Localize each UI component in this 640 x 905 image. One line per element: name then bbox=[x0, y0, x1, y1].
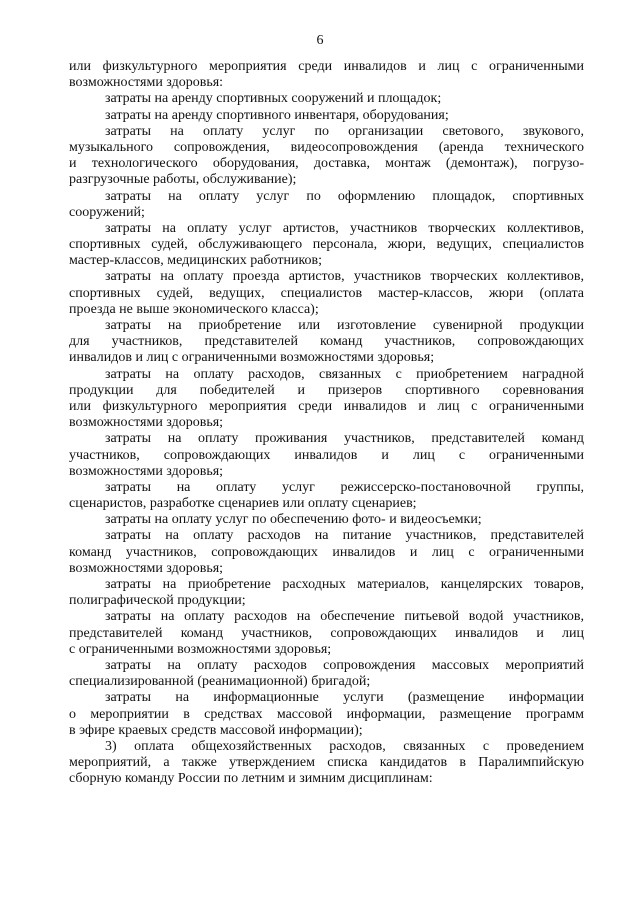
text-line: затраты на оплату услуг по организации светового, звукового, bbox=[105, 123, 584, 139]
text-line: спортивных судей, обслуживающего персонала, жюри, ведущих, специалистов bbox=[69, 237, 584, 253]
text-line: затраты на оплату расходов на обеспечение питьевой водой участников, bbox=[105, 609, 584, 625]
text-line: спортивных судей, ведущих, специалистов мастер-классов, жюри (оплата bbox=[69, 285, 584, 301]
text-line: возможностями здоровья: bbox=[69, 75, 224, 91]
text-line: специализированной (реанимационной) бригадой; bbox=[69, 674, 371, 690]
text-line: затраты на оплату расходов, связанных с приобретением наградной bbox=[105, 366, 584, 382]
document-body bbox=[69, 59, 584, 787]
text-line: затраты на аренду спортивных сооружений и площадок; bbox=[105, 91, 442, 107]
text-line: затраты на оплату услуг по оформлению площадок, спортивных bbox=[105, 188, 584, 204]
text-line: возможностями здоровья; bbox=[69, 560, 224, 576]
text-line: и технологического оборудования, доставка, монтаж (демонтаж), погрузо- bbox=[69, 156, 584, 172]
text-line: возможностями здоровья; bbox=[69, 463, 224, 479]
text-line: проезда не выше экономического класса); bbox=[69, 301, 319, 317]
text-line: 3) оплата общехозяйственных расходов, связанных с проведением bbox=[105, 738, 584, 754]
text-line: участников, сопровождающих инвалидов и лиц с ограниченными bbox=[69, 447, 584, 463]
text-line: возможностями здоровья; bbox=[69, 415, 224, 431]
text-line: в эфире краевых средств массовой информации); bbox=[69, 722, 363, 738]
text-line: затраты на оплату расходов сопровождения массовых мероприятий bbox=[105, 657, 584, 673]
text-line: с ограниченными возможностями здоровья; bbox=[69, 641, 332, 657]
text-line: затраты на аренду спортивного инвентаря, оборудования; bbox=[105, 107, 449, 123]
text-line: или физкультурного мероприятия среди инвалидов и лиц с ограниченными bbox=[69, 59, 584, 74]
text-line: мероприятий, а также утверждением списка кандидатов в Паралимпийскую bbox=[69, 755, 584, 771]
text-line: продукции для победителей и призеров спортивного соревнования bbox=[69, 382, 584, 398]
text-line: или физкультурного мероприятия среди инвалидов и лиц с ограниченными bbox=[69, 398, 584, 414]
text-line: затраты на приобретение или изготовление сувенирной продукции bbox=[105, 318, 584, 333]
text-line: музыкального сопровождения, видеосопровождения (аренда технического bbox=[69, 139, 584, 155]
text-line: мастер-классов, медицинских работников; bbox=[69, 253, 323, 269]
text-line: затраты на информационные услуги (размещение информации bbox=[105, 690, 584, 706]
text-line: сооружений; bbox=[69, 204, 145, 220]
text-line: сценаристов, разработке сценариев или оплату сценариев; bbox=[69, 496, 417, 512]
text-line: затраты на оплату проезда артистов, участников творческих коллективов, bbox=[105, 269, 584, 285]
text-line: затраты на оплату услуг режиссерско-постановочной группы, bbox=[105, 479, 584, 495]
text-line: для участников, представителей команд участников, сопровождающих bbox=[69, 334, 584, 350]
text-line: полиграфической продукции; bbox=[69, 593, 246, 609]
text-line: команд участников, сопровождающих инвалидов и лиц с ограниченными bbox=[69, 544, 584, 560]
text-line: инвалидов и лиц с ограниченными возможностями здоровья; bbox=[69, 350, 435, 366]
text-line: затраты на оплату услуг артистов, участников творческих коллективов, bbox=[105, 220, 584, 236]
text-line: затраты на оплату проживания участников, представителей команд bbox=[105, 431, 584, 447]
text-line: сборную команду России по летним и зимним дисциплинам: bbox=[69, 771, 433, 787]
text-line: затраты на оплату услуг по обеспечению фото- и видеосъемки; bbox=[105, 512, 482, 528]
text-line: затраты на приобретение расходных материалов, канцелярских товаров, bbox=[105, 577, 584, 592]
text-line: разгрузочные работы, обслуживание); bbox=[69, 172, 297, 188]
text-line: о мероприятии в средствах массовой информации, размещение программ bbox=[69, 706, 584, 722]
text-line: затраты на оплату расходов на питание участников, представителей bbox=[105, 528, 584, 544]
text-line: представителей команд участников, сопровождающих инвалидов и лиц bbox=[69, 625, 584, 641]
page-number: 6 bbox=[316, 33, 324, 48]
